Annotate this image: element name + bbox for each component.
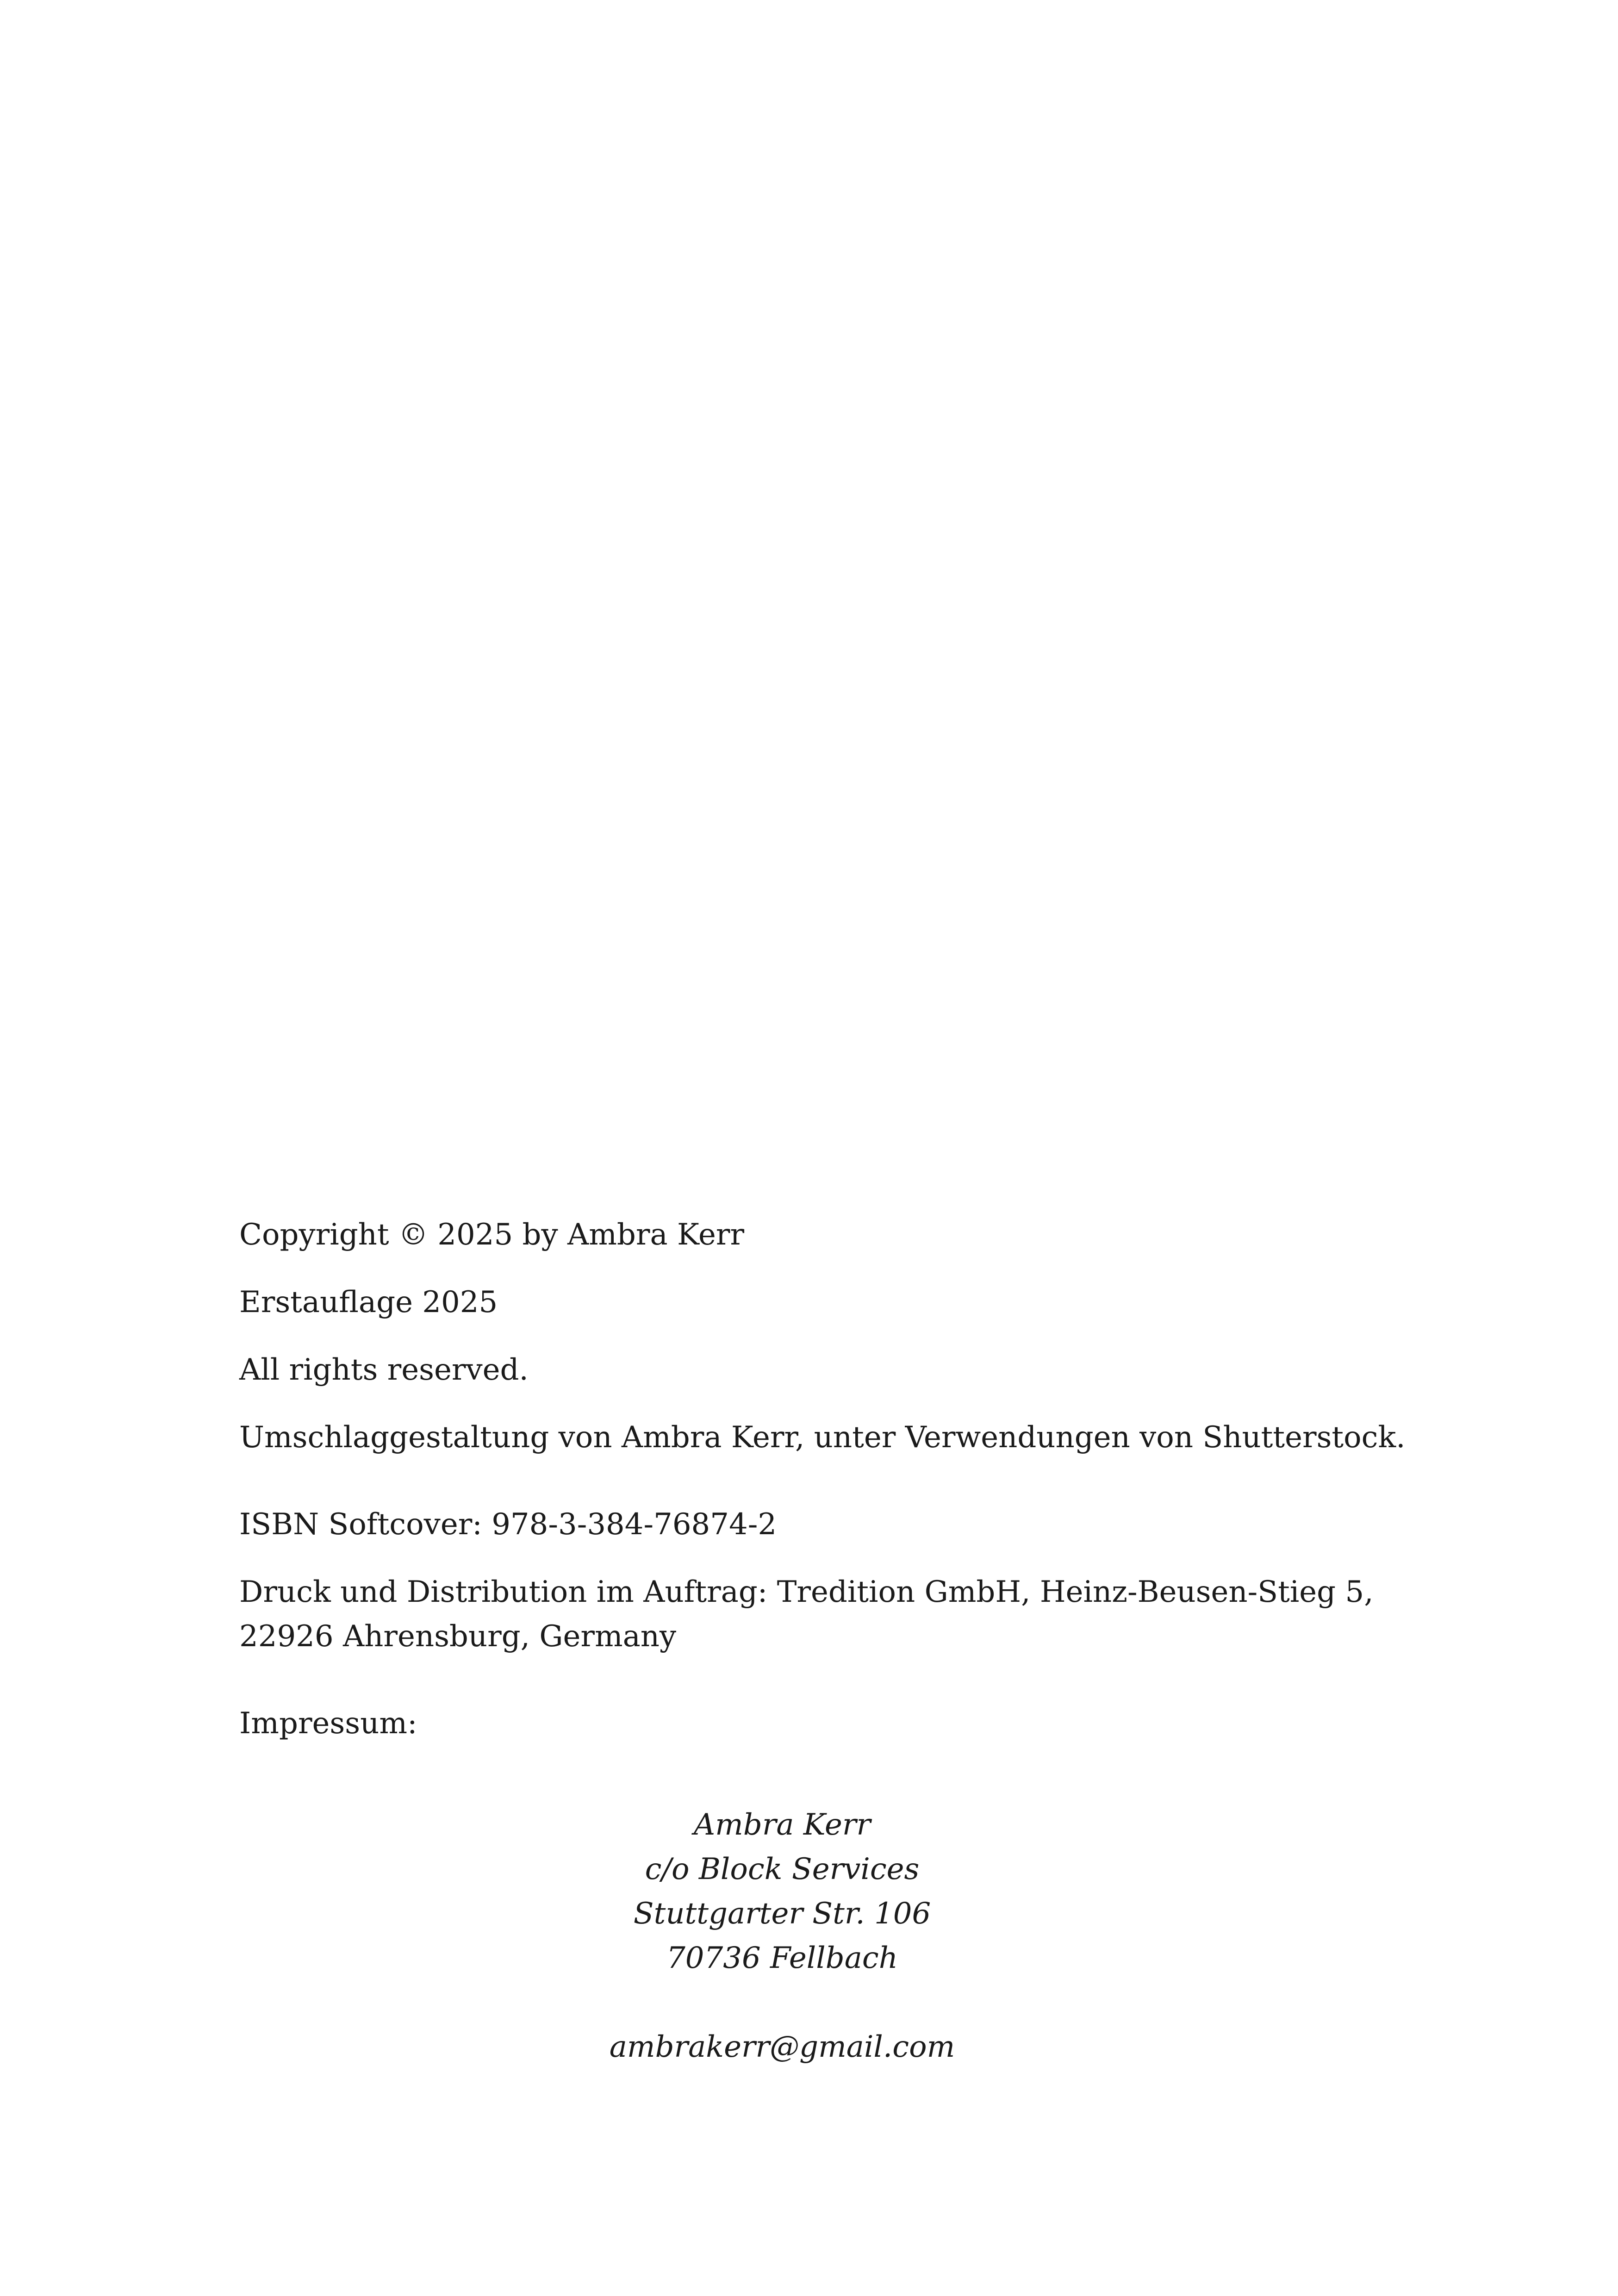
isbn-line: ISBN Softcover: 978-3-384-76874-2 bbox=[239, 1507, 777, 1542]
rights-line: All rights reserved. bbox=[239, 1353, 529, 1387]
distribution-line-2: 22926 Ahrensburg, Germany bbox=[239, 1619, 677, 1654]
distribution-line-1: Druck und Distribution im Auftrag: Tredition GmbH, Heinz-Beusen-Stieg 5, bbox=[239, 1575, 1374, 1609]
cover-design-line: Umschlaggestaltung von Ambra Kerr, unter Verwendungen von Shutterstock. bbox=[239, 1420, 1406, 1455]
edition-line: Erstauflage 2025 bbox=[239, 1285, 498, 1319]
address-name: Ambra Kerr bbox=[693, 1808, 871, 1842]
address-city: 70736 Fellbach bbox=[666, 1941, 898, 1975]
address-care-of: c/o Block Services bbox=[645, 1852, 920, 1886]
publisher-address bbox=[239, 1803, 1325, 2069]
copyright-line: Copyright © 2025 by Ambra Kerr bbox=[239, 1218, 745, 1252]
address-street: Stuttgarter Str. 106 bbox=[633, 1897, 931, 1931]
address-email: ambrakerr@gmail.com bbox=[609, 2030, 955, 2064]
imprint-block bbox=[239, 1213, 1544, 1746]
impressum-label: Impressum: bbox=[239, 1706, 417, 1741]
